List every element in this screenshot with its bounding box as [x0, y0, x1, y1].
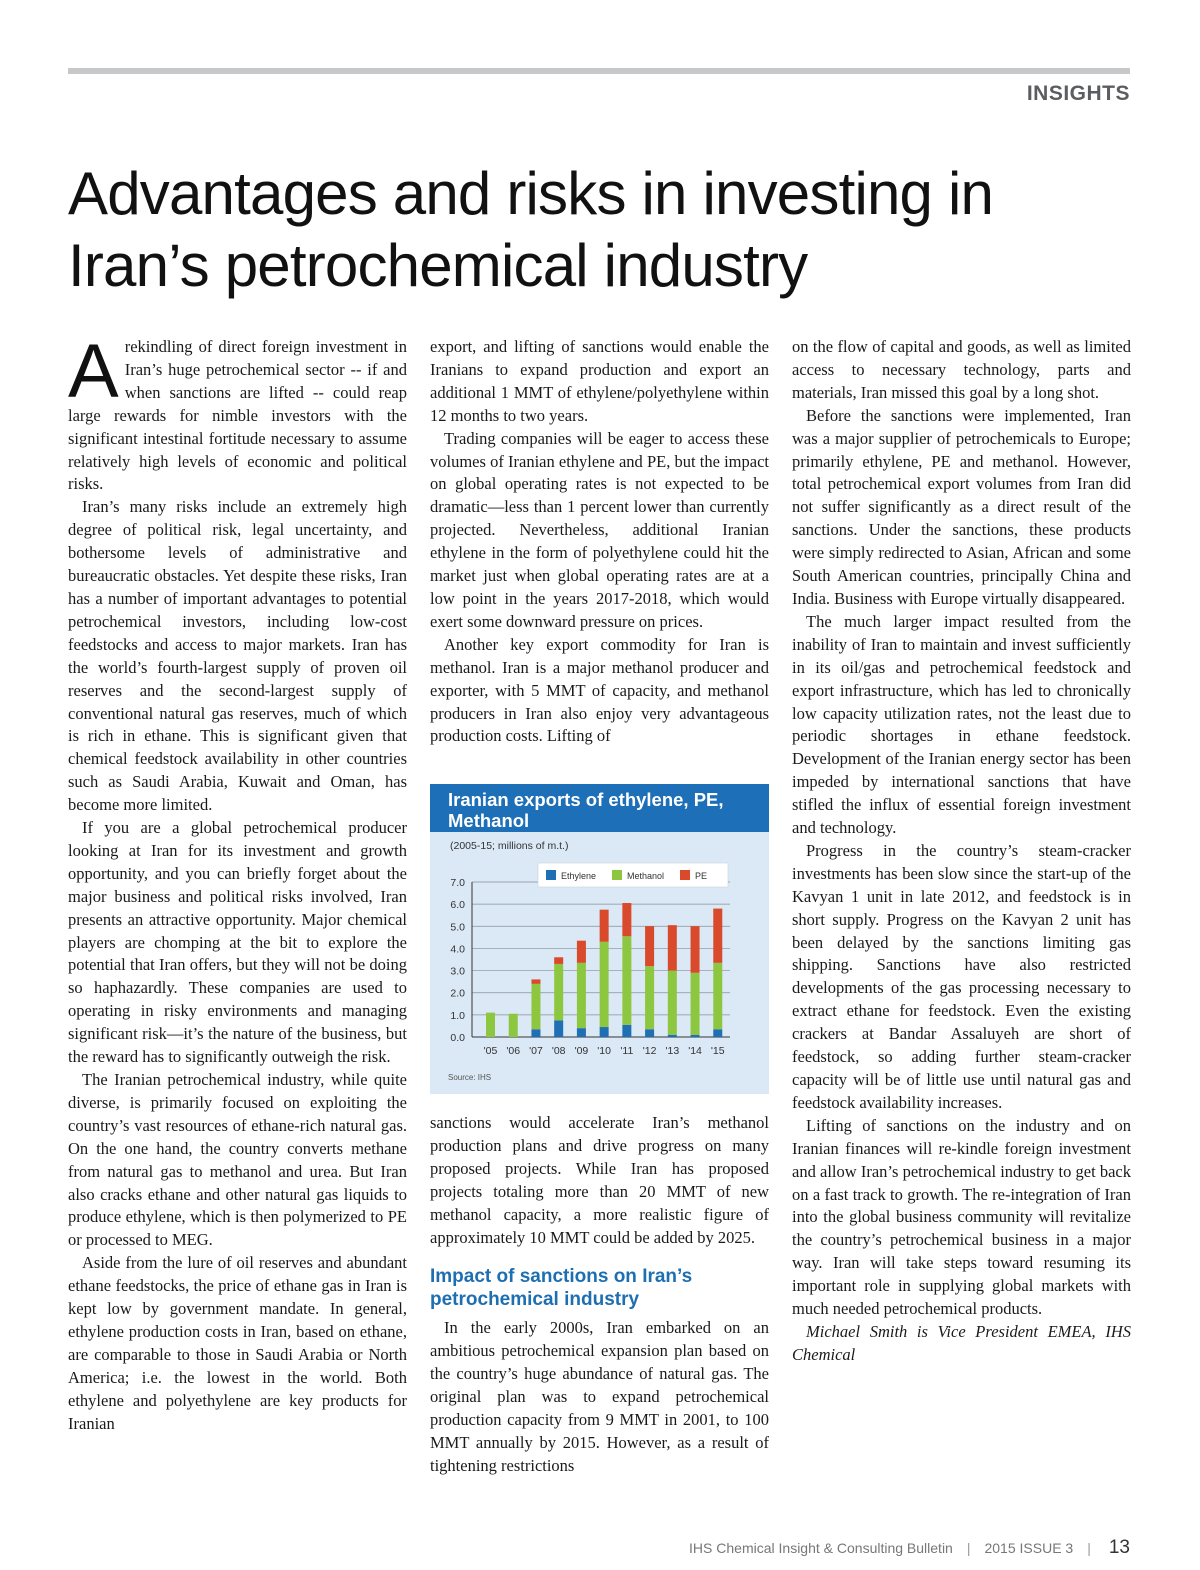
bar-methanol — [554, 964, 563, 1020]
paragraph: on the flow of capital and goods, as well as limited access to necessary technology, parts and materials, Iran missed this goal by a long shot. — [792, 337, 1131, 402]
bar-methanol — [622, 936, 631, 1025]
paragraph: Progress in the country’s steam-cracker investments has been slow since the start-up of the Kavyan 1 unit in late 2012, and feedstock is in short supply. Progress on the Kavyan 2 unit has been delayed by the sanctions limiting gas shipping. Sanctions have also restricted developments of the gas processing necessary to extract ethane for feedstock. Even the existing crackers at Bandar Assaluyeh are short of feedstock, so adding further steam-cracker capacity will be of little use until natural gas and feedstock availability increases. — [792, 840, 1131, 1112]
x-tick-label: '05 — [483, 1045, 498, 1057]
x-tick-label: '08 — [551, 1045, 566, 1057]
header-rule — [68, 68, 1130, 74]
x-tick-label: '06 — [506, 1045, 521, 1057]
y-tick-label: 5.0 — [450, 921, 465, 934]
legend-swatch — [612, 870, 622, 880]
chart-source: Source: IHS — [448, 1073, 492, 1082]
paragraph: Aside from the lure of oil reserves and abundant ethane feedstocks, the price of ethane gas in Iran is kept low by government mandate. In general, ethylene production costs in Iran, based on ethane, are comparable to those in Saudi Arabia or North America; i.e. the lowest in the world. Both ethylene and polyethylene are key products for Iranian — [68, 1253, 407, 1433]
paragraph: sanctions would accelerate Iran’s methanol production plans and drive progress on many proposed projects. While Iran has proposed projects totaling more than 20 MMT of new methanol capacity, a more realistic figure of approximately 10 MMT could be added by 2025. — [430, 1113, 769, 1247]
bar-pe — [577, 941, 586, 963]
bar-ethylene — [713, 1029, 722, 1037]
column-2-bottom — [430, 1112, 769, 1478]
bar-pe — [645, 926, 654, 966]
bar-pe — [600, 910, 609, 942]
y-tick-label: 7.0 — [450, 877, 465, 889]
y-tick-label: 2.0 — [450, 987, 465, 1000]
y-tick-label: 6.0 — [450, 899, 465, 912]
bar-pe — [622, 903, 631, 936]
bar-methanol — [600, 942, 609, 1027]
paragraph: The Iranian petrochemical industry, while quite diverse, is primarily focused on exploiting the country’s vast resources of ethane-rich natural gas. On the one hand, the country converts methane from natural gas to methanol and urea. But Iran also cracks ethane and other natural gas liquids to produce ethylene, which is then polymerized to PE or processed to MEG. — [68, 1070, 407, 1250]
bar-ethylene — [645, 1029, 654, 1037]
paragraph: Lifting of sanctions on the industry and on Iranian finances will re-kindle foreign investment and allow Iran’s petrochemical industry to get back on a fast track to growth. The re-integration of Iran into the global business community will revitalize the country’s petrochemical business in a major way. Iran will take steps toward resuming its important role in supplying global markets with much needed petrochemical products. — [792, 1115, 1131, 1319]
y-tick-label: 4.0 — [450, 943, 465, 956]
bar-ethylene — [600, 1027, 609, 1037]
x-tick-label: '14 — [688, 1045, 702, 1057]
bar-pe — [668, 925, 677, 970]
bar-methanol — [531, 984, 540, 1029]
bar-methanol — [668, 971, 677, 1035]
publication-name: IHS Chemical Insight & Consulting Bulletin — [689, 1540, 953, 1556]
paragraph: Another key export commodity for Iran is methanol. Iran is a major methanol producer and exporter, with 5 MMT of capacity, and methanol producers in Iran also enjoy very advantageous production costs. Lifting of — [430, 634, 769, 746]
bar-methanol — [486, 1013, 495, 1037]
bar-ethylene — [577, 1028, 586, 1037]
paragraph: Trading companies will be eager to access these volumes of Iranian ethylene and PE, but the impact on global operating rates is not expected to be dramatic—less than 1 percent lower than currently projected. Nevertheless, additional Iranian ethylene in the form of polyethylene could hit the market just when global operating rates are at a low point in the years 2017-2018, which would exert some downward pressure on prices. — [430, 428, 769, 631]
chart-subtitle: (2005-15; millions of m.t.) — [450, 840, 569, 852]
article-title: Advantages and risks in investing in Iran’s petrochemical industry — [68, 160, 994, 299]
author-signature: Michael Smith is Vice President EMEA, IHS Chemical — [792, 1321, 1131, 1364]
footer-separator: | — [1087, 1540, 1091, 1556]
bar-pe — [554, 957, 563, 964]
chart-title: Iranian exports of ethylene, PE, Methanol — [430, 784, 769, 832]
paragraph: If you are a global petrochemical producer looking at Iran for its investment and growth opportunity, and you can briefly forget about the major business and political risks involved, Iran presents an attractive opportunity. Major chemical players are chomping at the bit to explore the potential that Iran offers, but they will not be doing so haphazardly. These companies are used to operating in risky environments and managing significant risk—it’s the nature of the business, but the reward has to significantly outweigh the risk. — [68, 818, 407, 1067]
x-tick-label: '15 — [710, 1045, 725, 1057]
legend-label: Ethylene — [561, 871, 597, 881]
legend-swatch — [680, 870, 690, 880]
bar-pe — [691, 926, 700, 973]
subheading: Impact of sanctions on Iran’s petrochemical industry — [430, 1266, 693, 1311]
x-tick-label: '10 — [597, 1045, 611, 1057]
paragraph: The much larger impact resulted from the inability of Iran to maintain and invest sufficiently in its oil/gas and petrochemical feedstock and export infrastructure, which has led to chronically low capacity utilization rates, not the least due to periodic shortages in ethane feedstock. Development of the Iranian energy sector has been impeded by international sanctions that have stifled the influx of essential foreign investment and technology. — [792, 611, 1131, 838]
bar-methanol — [645, 966, 654, 1029]
bar-methanol — [713, 963, 722, 1029]
column-1 — [68, 329, 407, 1436]
legend-label: Methanol — [627, 871, 665, 881]
chart-panel — [430, 784, 769, 1094]
chart-svg — [430, 832, 769, 1094]
legend-swatch — [546, 870, 556, 880]
paragraph: In the early 2000s, Iran embarked on an ambitious petrochemical expansion plan based on the country’s huge abundance of natural gas. The original plan was to expand petrochemical production capacity from 9 MMT in 2001, to 100 MMT annually by 2015. However, as a result of tightening restrictions — [430, 1318, 769, 1475]
bar-pe — [713, 909, 722, 963]
x-tick-label: '13 — [665, 1045, 680, 1057]
bar-methanol — [577, 963, 586, 1028]
bar-ethylene — [531, 1029, 540, 1037]
column-2-top — [430, 336, 769, 748]
column-3 — [792, 336, 1131, 1367]
bar-ethylene — [668, 1035, 677, 1037]
x-tick-label: '11 — [620, 1045, 634, 1057]
bar-ethylene — [622, 1025, 631, 1037]
paragraph: Arekindling of direct foreign investment in Iran’s huge petrochemical sector -- if and when sanctions are lifted -- could reap large rewards for nimble investors with the significant intestinal fortitude necessary to assume relatively high levels of economic and political risks. — [68, 329, 407, 494]
bar-methanol — [509, 1014, 518, 1037]
bar-ethylene — [691, 1035, 700, 1037]
paragraph: export, and lifting of sanctions would enable the Iranians to expand production and export an additional 1 MMT of ethylene/polyethylene within 12 months to two years. — [430, 337, 769, 425]
paragraph: Iran’s many risks include an extremely high degree of political risk, legal uncertainty, and bothersome levels of administrative and bureaucratic obstacles. Yet despite these risks, Iran has a number of important advantages to potential petrochemical investors, including low-cost feedstocks and access to major markets. Iran has the world’s fourth-largest supply of proven oil reserves and the second-largest supply of conventional natural gas reserves, much of which is rich in ethane. This is significant given that chemical feedstock availability in other countries such as Saudi Arabia, Kuwait and Oman, has become more limited. — [68, 497, 407, 815]
legend-label: PE — [695, 871, 708, 881]
y-tick-label: 3.0 — [450, 965, 465, 978]
y-tick-label: 1.0 — [450, 1009, 465, 1022]
x-tick-label: '12 — [642, 1045, 657, 1057]
page-number: 13 — [1108, 1537, 1130, 1558]
x-tick-label: '09 — [574, 1045, 589, 1057]
bar-methanol — [691, 973, 700, 1035]
issue-label: 2015 ISSUE 3 — [984, 1540, 1074, 1556]
section-label: INSIGHTS — [1026, 82, 1130, 105]
drop-cap: A — [68, 329, 119, 414]
y-tick-label: 0.0 — [450, 1032, 465, 1044]
x-tick-label: '07 — [529, 1045, 543, 1057]
paragraph: Before the sanctions were implemented, Iran was a major supplier of petrochemicals to Europe; primarily ethylene, PE and methanol. However, total petrochemical export volumes from Iran did not suffer significantly as a direct result of the sanctions. Under the sanctions, these products were simply redirected to Asian, African and some South American countries, principally China and India. Business with Europe virtually disappeared. — [792, 405, 1131, 608]
page-footer — [0, 1537, 1130, 1559]
footer-separator: | — [966, 1540, 971, 1556]
bar-pe — [531, 979, 540, 983]
bar-ethylene — [554, 1020, 563, 1037]
